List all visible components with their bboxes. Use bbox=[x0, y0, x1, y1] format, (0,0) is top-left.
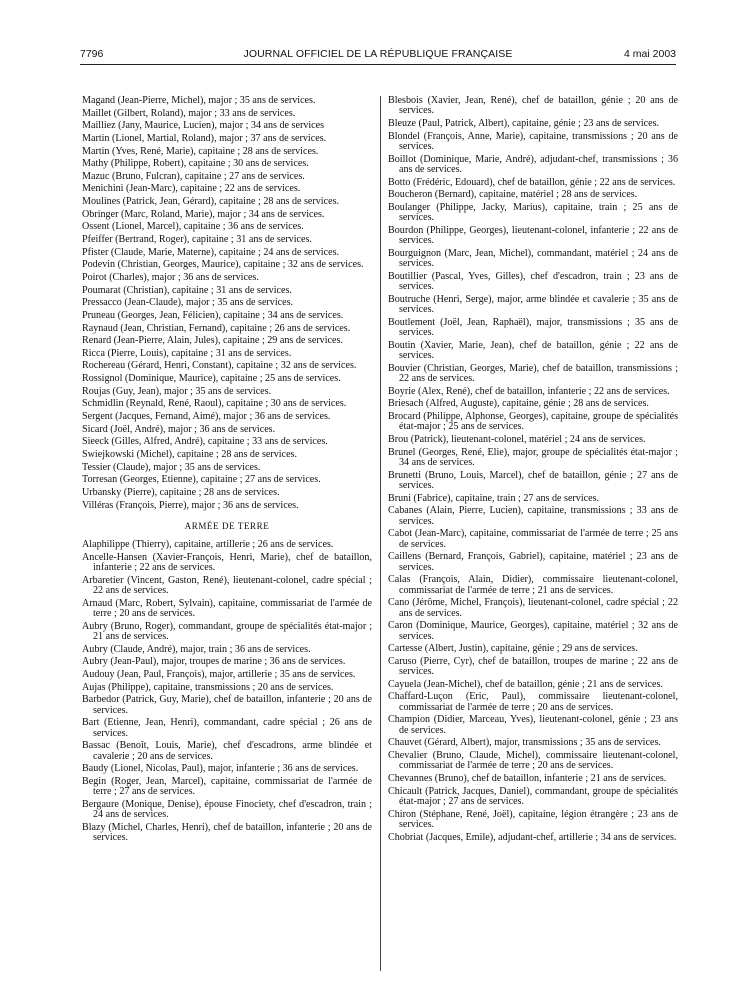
list-item: Brocard (Philippe, Alphonse, Georges), capitaine, groupe de spécialités état-major ; 25 ans de services. bbox=[388, 411, 678, 433]
list-item: Bouvier (Christian, Georges, Marie), chef de bataillon, transmissions ; 22 ans de services. bbox=[388, 362, 678, 385]
issue-date: 4 mai 2003 bbox=[624, 48, 676, 60]
list-item: Rossignol (Dominique, Maurice), capitaine ; 25 ans de services. bbox=[82, 373, 341, 385]
page-number: 7796 bbox=[80, 48, 104, 60]
list-item: Martin (Yves, René, Marie), capitaine ; 28 ans de services. bbox=[82, 145, 319, 157]
list-item: Bourdon (Philippe, Georges), lieutenant-colonel, infanterie ; 22 ans de services. bbox=[388, 224, 678, 247]
list-item: Bourguignon (Marc, Jean, Michel), commandant, matériel ; 24 ans de services. bbox=[388, 247, 678, 270]
list-item: Cabot (Jean-Marc), capitaine, commissariat de l'armée de terre ; 25 ans de services. bbox=[388, 528, 678, 550]
journal-title: JOURNAL OFFICIEL DE LA RÉPUBLIQUE FRANÇAISE bbox=[243, 48, 513, 60]
list-item: Poumarat (Christian), capitaine ; 31 ans de services. bbox=[82, 284, 292, 296]
list-item: Aubry (Claude, André), major, train ; 36 ans de services. bbox=[82, 643, 311, 655]
list-item: Pressacco (Jean-Claude), major ; 35 ans de services. bbox=[82, 297, 294, 309]
list-item: Cabanes (Alain, Pierre, Lucien), capitaine, transmissions ; 33 ans de services. bbox=[388, 505, 678, 527]
list-item: Mailliez (Jany, Maurice, Lucien), major ; 34 ans de services bbox=[82, 120, 325, 132]
list-item: Chobriat (Jacques, Emile), adjudant-chef, artillerie ; 34 ans de services. bbox=[388, 831, 677, 843]
list-item: Podevin (Christian, Georges, Maurice), capitaine ; 32 ans de services. bbox=[82, 259, 364, 271]
list-item: Arbaretier (Vincent, Gaston, René), lieutenant-colonel, cadre spécial ; 22 ans de services. bbox=[82, 574, 372, 597]
list-item: Brunetti (Bruno, Louis, Marcel), chef de bataillon, génie ; 27 ans de services. bbox=[388, 469, 678, 491]
list-item: Baudy (Lionel, Nicolas, Paul), major, infanterie ; 36 ans de services. bbox=[82, 763, 359, 775]
list-item: Pruneau (Georges, Jean, Félicien), capitaine ; 34 ans de services. bbox=[82, 309, 344, 321]
list-item: Mazuc (Bruno, Fulcran), capitaine ; 27 ans de services. bbox=[82, 170, 305, 182]
list-item: Ricca (Pierre, Louis), capitaine ; 31 ans de services. bbox=[82, 347, 292, 359]
list-item: Moulines (Patrick, Jean, Gérard), capitaine ; 28 ans de services. bbox=[82, 196, 340, 208]
list-item: Caillens (Bernard, François, Gabriel), capitaine, matériel ; 23 ans de services. bbox=[388, 551, 678, 573]
list-item: Ossent (Lionel, Marcel), capitaine ; 36 ans de services. bbox=[82, 221, 304, 233]
list-item: Audouy (Jean, Paul, François), major, artillerie ; 35 ans de services. bbox=[82, 669, 356, 681]
list-item: Chauvet (Gérard, Albert), major, transmissions ; 35 ans de services. bbox=[388, 737, 661, 749]
list-item: Urbansky (Pierre), capitaine ; 28 ans de services. bbox=[82, 486, 280, 498]
list-item: Chevannes (Bruno), chef de bataillon, infanterie ; 21 ans de services. bbox=[388, 773, 667, 785]
list-item: Brou (Patrick), lieutenant-colonel, matériel ; 24 ans de services. bbox=[388, 434, 646, 446]
list-item: Champion (Didier, Marceau, Yves), lieutenant-colonel, génie ; 23 ans de services. bbox=[388, 714, 678, 736]
list-item: Aubry (Bruno, Roger), commandant, groupe de spécialités état-major ; 21 ans de services. bbox=[82, 620, 372, 643]
list-item: Bruni (Fabrice), capitaine, train ; 27 ans de services. bbox=[388, 492, 600, 504]
list-item: Cayuela (Jean-Michel), chef de bataillon, génie ; 21 ans de services. bbox=[388, 678, 663, 690]
header-rule bbox=[80, 64, 676, 65]
list-item: Renard (Jean-Pierre, Alain, Jules), capitaine ; 29 ans de services. bbox=[82, 335, 343, 347]
list-item: Ancelle-Hansen (Xavier-François, Henri, Marie), chef de bataillon, infanterie ; 22 ans de services. bbox=[82, 551, 372, 574]
list-item: Aujas (Philippe), capitaine, transmissions ; 20 ans de services. bbox=[82, 681, 334, 693]
list-item: Arnaud (Marc, Robert, Sylvain), capitaine, commissariat de l'armée de terre ; 20 ans de services. bbox=[82, 597, 372, 620]
list-item: Alaphilippe (Thierry), capitaine, artillerie ; 26 ans de services. bbox=[82, 539, 334, 551]
list-item: Poirot (Charles), major ; 36 ans de services. bbox=[82, 271, 259, 283]
list-item: Calas (François, Alain, Didier), commissaire lieutenant-colonel, commissariat de l'armée de terre ; 21 ans de services. bbox=[388, 574, 678, 596]
list-item: Maillet (Gilbert, Roland), major ; 33 ans de services. bbox=[82, 107, 296, 119]
list-item: Boucheron (Bernard), capitaine, matériel ; 28 ans de services. bbox=[388, 189, 638, 201]
list-item: Martin (Lionel, Martial, Roland), major ; 37 ans de services. bbox=[82, 132, 327, 144]
list-item: Boutlement (Joël, Jean, Raphaël), major, transmissions ; 35 ans de services. bbox=[388, 316, 678, 339]
list-item: Schmidlin (Reynald, René, Raoul), capitaine ; 30 ans de services. bbox=[82, 398, 347, 410]
list-item: Bart (Etienne, Jean, Henri), commandant, cadre spécial ; 26 ans de services. bbox=[82, 717, 372, 739]
entry-list-armee-de-terre bbox=[82, 540, 372, 843]
list-item: Boutillier (Pascal, Yves, Gilles), chef d'escadron, train ; 23 ans de services. bbox=[388, 270, 678, 293]
list-item: Chicault (Patrick, Jacques, Daniel), commandant, groupe de spécialités état-major ; 27 ans de services. bbox=[388, 785, 678, 808]
list-item: Obringer (Marc, Roland, Marie), major ; 34 ans de services. bbox=[82, 208, 325, 220]
page-header bbox=[80, 48, 676, 64]
list-item: Cano (Jérôme, Michel, François), lieutenant-colonel, cadre spécial ; 22 ans de services. bbox=[388, 597, 678, 619]
list-item: Boutin (Xavier, Marie, Jean), chef de bataillon, génie ; 22 ans de services. bbox=[388, 339, 678, 362]
list-item: Torresan (Georges, Etienne), capitaine ; 27 ans de services. bbox=[82, 474, 321, 486]
list-item: Rochereau (Gérard, Henri, Constant), capitaine ; 32 ans de services. bbox=[82, 360, 357, 372]
list-item: Chaffard-Luçon (Eric, Paul), commissaire lieutenant-colonel, commissariat de l'armée de terre ; 20 ans de services. bbox=[388, 691, 678, 713]
list-item: Caruso (Pierre, Cyr), chef de bataillon, troupes de marine ; 22 ans de services. bbox=[388, 655, 678, 678]
left-column bbox=[82, 96, 372, 846]
list-item: Boillot (Dominique, Marie, André), adjudant-chef, transmissions ; 36 ans de services. bbox=[388, 153, 678, 175]
list-item: Villéras (François, Pierre), major ; 36 ans de services. bbox=[82, 499, 299, 511]
list-item: Chiron (Stéphane, René, Joël), capitaine, légion étrangère ; 23 ans de services. bbox=[388, 808, 678, 830]
list-item: Blondel (François, Anne, Marie), capitaine, transmissions ; 20 ans de services. bbox=[388, 130, 678, 152]
list-item: Brunel (Georges, René, Elie), major, groupe de spécialités état-major ; 34 ans de services. bbox=[388, 446, 678, 468]
list-item: Roujas (Guy, Jean), major ; 35 ans de services. bbox=[82, 385, 272, 397]
column-divider bbox=[380, 96, 381, 971]
list-item: Barbedor (Patrick, Guy, Marie), chef de bataillon, infanterie ; 20 ans de services. bbox=[82, 694, 372, 716]
list-item: Bergaure (Monique, Denise), épouse Finociety, chef d'escadron, train ; 24 ans de services. bbox=[82, 798, 372, 821]
list-item: Sieeck (Gilles, Alfred, André), capitaine ; 33 ans de services. bbox=[82, 436, 328, 448]
right-column bbox=[388, 96, 678, 845]
list-item: Begin (Roger, Jean, Marcel), capitaine, commissariat de l'armée de terre ; 27 ans de services. bbox=[82, 775, 372, 798]
list-item: Sicard (Joël, André), major ; 36 ans de services. bbox=[82, 423, 276, 435]
entry-list-right bbox=[388, 96, 678, 843]
list-item: Menichini (Jean-Marc), capitaine ; 22 ans de services. bbox=[82, 183, 301, 195]
list-item: Blazy (Michel, Charles, Henri), chef de bataillon, infanterie ; 20 ans de services. bbox=[82, 821, 372, 844]
list-item: Raynaud (Jean, Christian, Fernand), capitaine ; 26 ans de services. bbox=[82, 322, 351, 334]
list-item: Boyrie (Alex, René), chef de bataillon, infanterie ; 22 ans de services. bbox=[388, 385, 670, 397]
list-item: Cartesse (Albert, Justin), capitaine, génie ; 29 ans de services. bbox=[388, 643, 638, 655]
list-item: Briesach (Alfred, Auguste), capitaine, génie ; 28 ans de services. bbox=[388, 398, 649, 410]
list-item: Blesbois (Xavier, Jean, René), chef de bataillon, génie ; 20 ans de services. bbox=[388, 95, 678, 117]
list-item: Boulanger (Philippe, Jacky, Marius), capitaine, train ; 25 ans de services. bbox=[388, 201, 678, 224]
list-item: Boutruche (Henri, Serge), major, arme blindée et cavalerie ; 35 ans de services. bbox=[388, 293, 678, 316]
list-item: Mathy (Philippe, Robert), capitaine ; 30 ans de services. bbox=[82, 158, 309, 170]
section-heading-armee-de-terre: ARMÉE DE TERRE bbox=[184, 520, 270, 531]
list-item: Bleuze (Paul, Patrick, Albert), capitaine, génie ; 23 ans de services. bbox=[388, 117, 660, 129]
list-item: Tessier (Claude), major ; 35 ans de services. bbox=[82, 461, 261, 473]
list-item: Pfeiffer (Bertrand, Roger), capitaine ; 31 ans de services. bbox=[82, 234, 312, 246]
list-item: Chevalier (Bruno, Claude, Michel), commissaire lieutenant-colonel, commissariat de l'armée de terre ; 20 ans de services. bbox=[388, 750, 678, 772]
list-item: Sergent (Jacques, Fernand, Aimé), major ; 36 ans de services. bbox=[82, 411, 331, 423]
list-item: Pfister (Claude, Marie, Materne), capitaine ; 24 ans de services. bbox=[82, 246, 340, 258]
list-item: Aubry (Jean-Paul), major, troupes de marine ; 36 ans de services. bbox=[82, 656, 346, 668]
list-item: Caron (Dominique, Maurice, Georges), capitaine, matériel ; 32 ans de services. bbox=[388, 620, 678, 642]
list-item: Magand (Jean-Pierre, Michel), major ; 35 ans de services. bbox=[82, 95, 316, 106]
list-item: Botto (Frédéric, Edouard), chef de bataillon, génie ; 22 ans de services. bbox=[388, 176, 676, 188]
list-item: Swiejkowski (Michel), capitaine ; 28 ans de services. bbox=[82, 448, 297, 460]
entry-list-marine bbox=[82, 96, 372, 511]
list-item: Bassac (Benoît, Louis, Marie), chef d'escadrons, arme blindée et cavalerie ; 20 ans de services. bbox=[82, 740, 372, 762]
